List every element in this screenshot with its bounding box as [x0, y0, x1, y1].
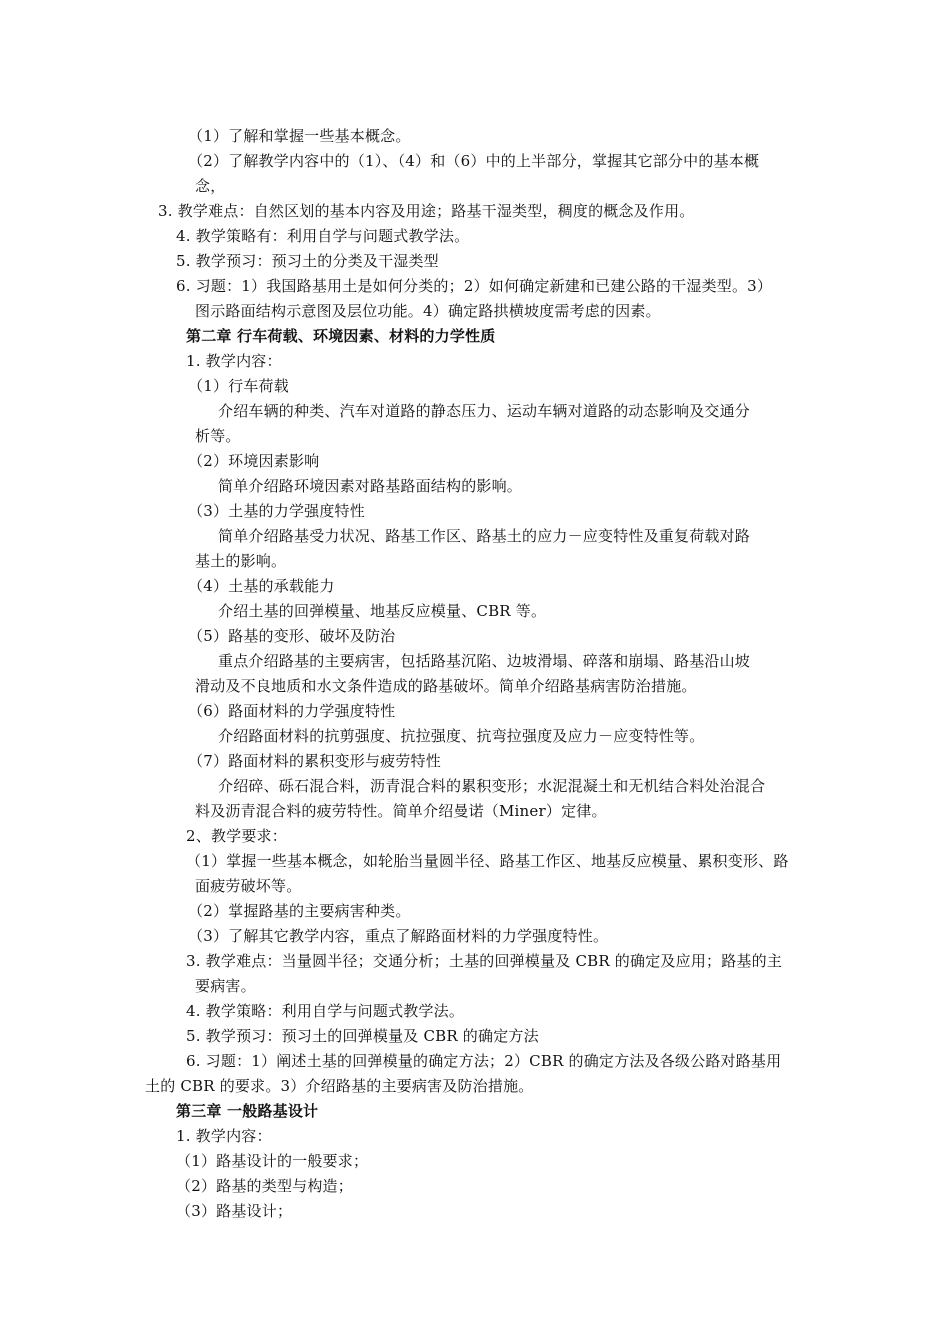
text-line: （2）掌握路基的主要病害种类。 — [188, 902, 411, 920]
text-line: 滑动及不良地质和水文条件造成的路基破坏。简单介绍路基病害防治措施。 — [195, 677, 697, 695]
text-line: 介绍碎、砾石混合料，沥青混合料的累积变形；水泥混凝土和无机结合料处治混合 — [218, 777, 766, 795]
text-line: 3. 教学难点：当量圆半径；交通分析；土基的回弹模量及 CBR 的确定及应用；路基的主 — [186, 952, 783, 970]
text-line: 重点介绍路基的主要病害，包括路基沉陷、边坡滑塌、碎落和崩塌、路基沿山坡 — [218, 652, 751, 670]
text-line: 4. 教学策略有：利用自学与问题式教学法。 — [176, 227, 470, 245]
text-line: （3）了解其它教学内容，重点了解路面材料的力学强度特性。 — [188, 927, 609, 945]
text-line: 6. 习题：1）我国路基用土是如何分类的；2）如何确定新建和已建公路的干湿类型。3） — [176, 277, 773, 295]
text-line: 1. 教学内容： — [176, 1127, 272, 1145]
text-line: （6）路面材料的力学强度特性 — [188, 702, 396, 720]
text-line: 3. 教学难点：自然区划的基本内容及用途；路基干湿类型，稠度的概念及作用。 — [158, 202, 695, 220]
text-line: （2）路基的类型与构造； — [176, 1177, 353, 1195]
text-line: 基土的影响。 — [195, 552, 287, 570]
text-line: 面疲劳破坏等。 — [195, 877, 302, 895]
text-line: （7）路面材料的累积变形与疲劳特性 — [188, 752, 441, 770]
text-line: 5. 教学预习：预习土的回弹模量及 CBR 的确定方法 — [186, 1027, 539, 1045]
text-line: 简单介绍路基受力状况、路基工作区、路基土的应力－应变特性及重复荷载对路 — [218, 527, 751, 545]
text-line: （1）路基设计的一般要求； — [176, 1152, 369, 1170]
text-line: （2）了解教学内容中的（1）、（4）和（6）中的上半部分，掌握其它部分中的基本概 — [188, 152, 760, 170]
chapter-heading: 第三章 一般路基设计 — [176, 1102, 319, 1120]
text-line: 简单介绍路环境因素对路基路面结构的影响。 — [218, 477, 523, 495]
text-line: 土的 CBR 的要求。3）介绍路基的主要病害及防治措施。 — [145, 1077, 534, 1095]
text-line: 析等。 — [195, 427, 241, 445]
text-line: 4. 教学策略：利用自学与问题式教学法。 — [186, 1002, 465, 1020]
text-line: （3）路基设计； — [176, 1202, 293, 1220]
text-line: 要病害。 — [195, 977, 256, 995]
text-line: （5）路基的变形、破坏及防治 — [188, 627, 396, 645]
chapter-heading: 第二章 行车荷载、环境因素、材料的力学性质 — [186, 327, 496, 345]
text-line: （1）了解和掌握一些基本概念。 — [188, 127, 411, 145]
text-line: 图示路面结构示意图及层位功能。4）确定路拱横坡度需考虑的因素。 — [195, 302, 661, 320]
text-line: 1. 教学内容： — [186, 352, 282, 370]
text-line: 念， — [195, 177, 226, 195]
text-line: （3）土基的力学强度特性 — [188, 502, 365, 520]
text-line: 2、教学要求： — [186, 827, 287, 845]
text-line: 介绍车辆的种类、汽车对道路的静态压力、运动车辆对道路的动态影响及交通分 — [218, 402, 751, 420]
text-line: 介绍土基的回弹模量、地基反应模量、CBR 等。 — [218, 602, 547, 620]
text-line: 5. 教学预习：预习土的分类及干湿类型 — [176, 252, 439, 270]
text-line: 6. 习题：1）阐述土基的回弹模量的确定方法；2）CBR 的确定方法及各级公路对路基用 — [186, 1052, 782, 1070]
text-line: （2）环境因素影响 — [188, 452, 320, 470]
text-line: （4）土基的承载能力 — [188, 577, 335, 595]
text-line: （1）掌握一些基本概念，如轮胎当量圆半径、路基工作区、地基反应模量、累积变形、路 — [186, 852, 789, 870]
text-line: 料及沥青混合料的疲劳特性。简单介绍曼诺（Miner）定律。 — [195, 802, 607, 820]
text-line: （1）行车荷载 — [188, 377, 289, 395]
text-line: 介绍路面材料的抗剪强度、抗拉强度、抗弯拉强度及应力－应变特性等。 — [218, 727, 705, 745]
